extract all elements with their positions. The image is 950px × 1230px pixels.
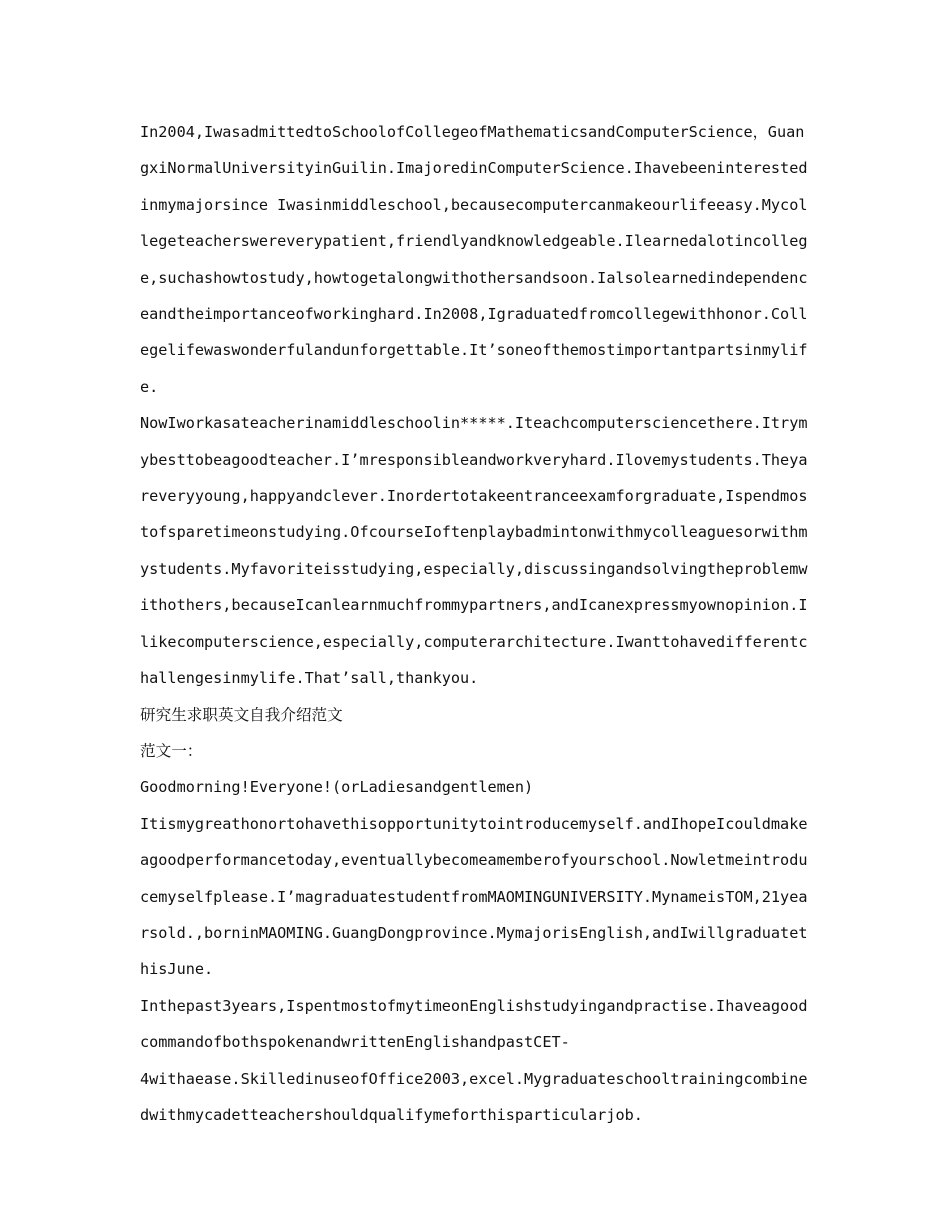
section-heading: 研究生求职英文自我介绍范文	[140, 705, 343, 724]
paragraph-english-study: Inthepast3years,IspentmostofmytimeonEnglishstudyingandpractise.IhaveagoodcommandofbothspokenandwrittenEnglishandpastCET-	[140, 996, 808, 1052]
paragraph-work: NowIworkasateacherinamiddleschoolin*****.Iteachcomputersciencethere.Itrymybesttobeagoodteacher.I’mresponsibleandworkveryhard.Ilovemystudents.Theyareveryyoung,happyandclever.Inordertotakeentranceexamforgraduate,Ispendmostofsparetimeonstudying.OfcourseIoftenplaybadmintonwithmycolleaguesorwithmystudents.Myfavoriteisstudying,especially,discussingandsolvingtheproblemwithothers,becauseIcanlearnmuchfrommypartners,andIcanexpressmyownopinion.Ilikecomputerscience,especially,computerarchitecture.Iwanttohavedifferentchallengesinmylife.That’sall,thankyou.	[140, 414, 808, 688]
sample-label: 范文一：	[140, 741, 203, 760]
document-body	[140, 114, 812, 1133]
paragraph-skills: 4withaease.SkilledinuseofOffice2003,excel.Mygraduateschooltrainingcombinedwithmycadetteachershouldqualifymeforthisparticularjob.	[140, 1069, 808, 1124]
paragraph-intro: Itismygreathonortohavethisopportunitytointroducemyself.andIhopeIcouldmakeagoodperformancetoday,eventuallybecomeamemberofyourschool.Nowletmeintroducemyselfplease.I’magraduatestudentfromMAOMINGUNIVERSITY.MynameisTOM,21yearsold.,borninMAOMING.GuangDongprovince.MymajorisEnglish,andIwillgraduatethisJune.	[140, 814, 808, 979]
paragraph-college: In2004,IwasadmittedtoSchoolofCollegeofMathematicsandComputerScience，GuangxiNormalUniversityinGuilin.ImajoredinComputerScience.Ihavebeeninterestedinmymajorsince Iwasinmiddleschool,becausecomputercanmakeourlifeeasy.Mycollegeteacherswereverypatient,friendlyandknowledgeable.Ilearnedalotincollege,suchashowtostudy,howtogetalongwithothersandsoon.Ialsolearnedindependenceandtheimportanceofworkinghard.In2008,Igraduatedfromcollegewithhonor.Collegelifewaswonderfulandunforgettable.It’soneofthemostimportantpartsinmylife.	[140, 123, 808, 396]
greeting-line: Goodmorning!Everyone!(orLadiesandgentlemen)	[140, 778, 534, 797]
